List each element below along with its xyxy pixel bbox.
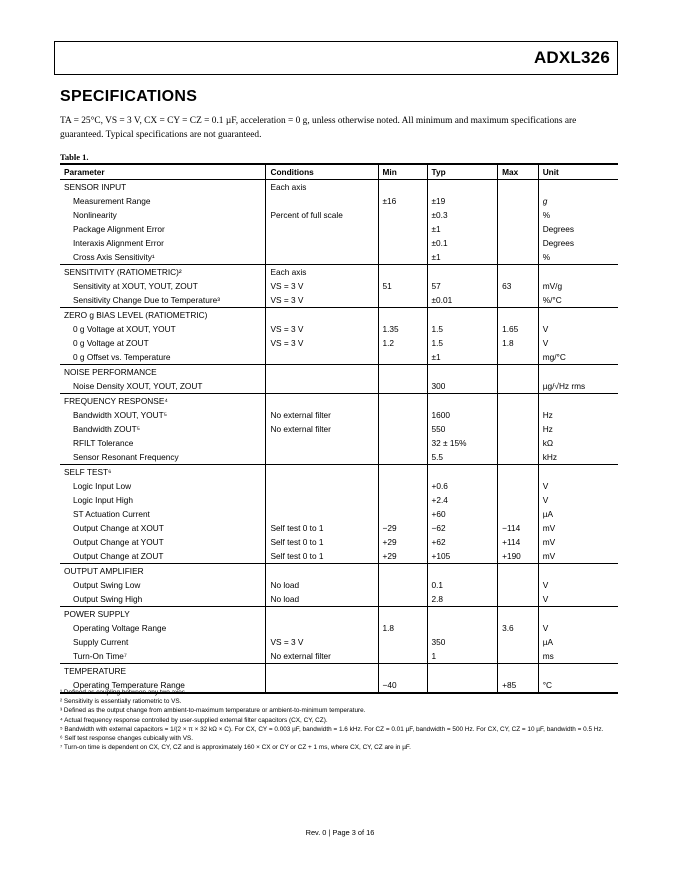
cell-max	[498, 408, 539, 422]
cell-unit	[538, 365, 618, 380]
cell-unit: g	[542, 196, 548, 206]
table-group-row	[60, 664, 618, 679]
cell-unit	[538, 664, 618, 679]
header-unit: Unit	[538, 164, 618, 180]
cell-min	[378, 479, 427, 493]
cell-unit: V	[542, 495, 549, 505]
cell-conditions: VS = 3 V	[266, 322, 378, 336]
footnote: ⁶ Self test response changes cubically with VS.	[60, 735, 193, 743]
cell-conditions: Each axis	[266, 265, 378, 280]
cell-min	[378, 236, 427, 250]
cell-min	[378, 379, 427, 394]
cell-typ	[427, 308, 498, 323]
cell-max: 1.8	[498, 336, 539, 350]
cell-conditions: No external filter	[266, 422, 378, 436]
cell-parameter: ZERO g BIAS LEVEL (RATIOMETRIC)	[60, 308, 266, 323]
cell-typ: +0.6	[427, 479, 498, 493]
table-group-row	[60, 308, 618, 323]
cell-conditions: No load	[266, 578, 378, 592]
table-row	[60, 279, 618, 293]
cell-min	[378, 507, 427, 521]
cell-min: −29	[378, 521, 427, 535]
intro-paragraph: TA = 25°C, VS = 3 V, CX = CY = CZ = 0.1 µF, acceleration = 0 g, unless otherwise noted. All minimum and maximum specifications are guaranteed. Typical specifications are not guaranteed.	[60, 116, 577, 140]
cell-min	[378, 465, 427, 480]
table-group-row	[60, 394, 618, 409]
cell-typ	[427, 564, 498, 579]
cell-parameter: Output Swing Low	[60, 578, 266, 592]
cell-typ: ±1	[427, 250, 498, 265]
footnotes	[60, 688, 628, 752]
cell-typ: 550	[427, 422, 498, 436]
footnote: ⁵ Bandwidth with external capacitors = 1/(2 × π × 32 kΩ × C). For CX, CY = 0.003 µF, bandwidth = 1.6 kHz. For CZ = 0.01 µF, bandwidth = 500 Hz. For CX, CY, CZ = 10 µF, bandwidth = 0.5 Hz.	[60, 725, 604, 733]
cell-max	[498, 208, 539, 222]
page-header	[54, 41, 618, 75]
cell-max: +85	[498, 678, 539, 693]
cell-conditions	[266, 308, 378, 323]
cell-parameter: Sensitivity Change Due to Temperature³	[60, 293, 266, 308]
cell-conditions	[266, 365, 378, 380]
cell-min: 1.35	[378, 322, 427, 336]
cell-min	[378, 180, 427, 195]
table-row	[60, 408, 618, 422]
specifications-table	[60, 163, 618, 694]
cell-min	[378, 493, 427, 507]
table-row	[60, 379, 618, 394]
cell-typ: ±1	[427, 222, 498, 236]
cell-min	[378, 308, 427, 323]
footnote: ³ Defined as the output change from ambient-to-maximum temperature or ambient-to-minimum temperature.	[60, 707, 366, 715]
cell-min	[378, 564, 427, 579]
cell-max: 3.6	[498, 621, 539, 635]
cell-parameter: Operating Temperature Range	[60, 678, 266, 693]
cell-min: 1.8	[378, 621, 427, 635]
cell-unit	[538, 564, 618, 579]
cell-conditions: Self test 0 to 1	[266, 535, 378, 549]
cell-parameter: NOISE PERFORMANCE	[60, 365, 266, 380]
cell-unit	[538, 394, 618, 409]
cell-min	[378, 592, 427, 607]
header-typ: Typ	[427, 164, 498, 180]
cell-conditions: Each axis	[266, 180, 378, 195]
cell-min	[378, 450, 427, 465]
table-row	[60, 621, 618, 635]
cell-typ: 1.5	[427, 322, 498, 336]
cell-conditions	[266, 450, 378, 465]
table-row	[60, 479, 618, 493]
table-row	[60, 507, 618, 521]
cell-conditions: No load	[266, 592, 378, 607]
cell-conditions	[266, 222, 378, 236]
cell-parameter: Sensor Resonant Frequency	[60, 450, 266, 465]
cell-conditions: Self test 0 to 1	[266, 521, 378, 535]
cell-parameter: Noise Density XOUT, YOUT, ZOUT	[60, 379, 266, 394]
cell-conditions	[266, 664, 378, 679]
cell-unit: %/°C	[542, 295, 562, 305]
table-row	[60, 250, 618, 265]
cell-typ	[427, 621, 498, 635]
cell-parameter: RFILT Tolerance	[60, 436, 266, 450]
cell-min	[378, 408, 427, 422]
header-parameter: Parameter	[60, 164, 266, 180]
cell-parameter: 0 g Offset vs. Temperature	[60, 350, 266, 365]
cell-max	[498, 180, 539, 195]
cell-min	[378, 265, 427, 280]
cell-conditions: VS = 3 V	[266, 279, 378, 293]
cell-parameter: Logic Input High	[60, 493, 266, 507]
cell-parameter: Output Change at ZOUT	[60, 549, 266, 564]
cell-parameter: POWER SUPPLY	[60, 607, 266, 622]
cell-typ	[427, 365, 498, 380]
cell-min	[378, 394, 427, 409]
table-row	[60, 635, 618, 649]
table-group-row	[60, 365, 618, 380]
cell-typ	[427, 465, 498, 480]
table-body	[60, 180, 618, 694]
cell-parameter: Output Change at XOUT	[60, 521, 266, 535]
cell-unit: V	[542, 594, 549, 604]
cell-typ: 2.8	[427, 592, 498, 607]
cell-typ: 5.5	[427, 450, 498, 465]
cell-conditions: VS = 3 V	[266, 635, 378, 649]
cell-parameter: SENSOR INPUT	[60, 180, 266, 195]
cell-max	[498, 592, 539, 607]
cell-parameter: Bandwidth ZOUT⁵	[60, 422, 266, 436]
cell-min	[378, 222, 427, 236]
cell-typ: 1.5	[427, 336, 498, 350]
table-row	[60, 322, 618, 336]
cell-unit: V	[542, 338, 549, 348]
cell-conditions: VS = 3 V	[266, 336, 378, 350]
cell-conditions: No external filter	[266, 649, 378, 664]
cell-unit: µA	[542, 637, 554, 647]
cell-unit: mV	[542, 537, 556, 547]
table-row	[60, 222, 618, 236]
cell-max	[498, 250, 539, 265]
cell-conditions: Self test 0 to 1	[266, 549, 378, 564]
cell-unit	[538, 465, 618, 480]
cell-parameter: Supply Current	[60, 635, 266, 649]
cell-parameter: 0 g Voltage at ZOUT	[60, 336, 266, 350]
cell-max: +190	[498, 549, 539, 564]
cell-min	[378, 635, 427, 649]
cell-max	[498, 394, 539, 409]
cell-min	[378, 578, 427, 592]
cell-typ: +105	[427, 549, 498, 564]
cell-typ: +62	[427, 535, 498, 549]
cell-unit: mV/g	[542, 281, 563, 291]
cell-conditions	[266, 564, 378, 579]
cell-unit: Degrees	[542, 238, 575, 248]
cell-unit: kΩ	[542, 438, 554, 448]
cell-parameter: OUTPUT AMPLIFIER	[60, 564, 266, 579]
cell-unit: kHz	[542, 452, 557, 462]
cell-max	[498, 507, 539, 521]
cell-parameter: SENSITIVITY (RATIOMETRIC)²	[60, 265, 266, 280]
cell-parameter: ST Actuation Current	[60, 507, 266, 521]
cell-unit: mV	[542, 523, 556, 533]
cell-conditions	[266, 507, 378, 521]
header-conditions: Conditions	[266, 164, 378, 180]
cell-typ: 1600	[427, 408, 498, 422]
cell-unit	[538, 180, 618, 195]
table-row	[60, 422, 618, 436]
cell-parameter: Turn-On Time⁷	[60, 649, 266, 664]
table-row	[60, 535, 618, 549]
table-group-row	[60, 465, 618, 480]
cell-max	[498, 308, 539, 323]
cell-max	[498, 293, 539, 308]
cell-unit: µg/√Hz rms	[542, 381, 586, 391]
cell-parameter: Sensitivity at XOUT, YOUT, ZOUT	[60, 279, 266, 293]
cell-unit: Hz	[542, 410, 553, 420]
table-row	[60, 236, 618, 250]
table-row	[60, 521, 618, 535]
cell-parameter: Interaxis Alignment Error	[60, 236, 266, 250]
cell-parameter: 0 g Voltage at XOUT, YOUT	[60, 322, 266, 336]
cell-unit: mV	[542, 551, 556, 561]
cell-max	[498, 236, 539, 250]
cell-parameter: TEMPERATURE	[60, 664, 266, 679]
cell-parameter: Output Change at YOUT	[60, 535, 266, 549]
table-row	[60, 549, 618, 564]
cell-conditions	[266, 379, 378, 394]
table-row	[60, 649, 618, 664]
cell-max	[498, 607, 539, 622]
cell-typ: 57	[427, 279, 498, 293]
cell-unit	[538, 265, 618, 280]
footnote: ² Sensitivity is essentially ratiometric to VS.	[60, 698, 182, 706]
cell-unit: µA	[542, 509, 554, 519]
cell-max	[498, 664, 539, 679]
header-min: Min	[378, 164, 427, 180]
cell-min	[378, 436, 427, 450]
table-row	[60, 194, 618, 208]
cell-typ: 32 ± 15%	[427, 436, 498, 450]
cell-typ: ±0.01	[427, 293, 498, 308]
cell-max	[498, 635, 539, 649]
cell-max: 1.65	[498, 322, 539, 336]
cell-max: −114	[498, 521, 539, 535]
footnote: ¹ Defined as coupling between any two axes.	[60, 689, 187, 696]
cell-conditions	[266, 194, 378, 208]
cell-unit	[538, 308, 618, 323]
header-max: Max	[498, 164, 539, 180]
cell-parameter: Output Swing High	[60, 592, 266, 607]
footnote: ⁷ Turn-on time is dependent on CX, CY, CZ and is approximately 160 × CX or CY or CZ + 1 ms, where CX, CY, CZ are in µF.	[60, 744, 411, 752]
cell-conditions	[266, 250, 378, 265]
cell-min: 51	[378, 279, 427, 293]
cell-unit: %	[542, 252, 551, 262]
cell-typ: ±1	[427, 350, 498, 365]
cell-conditions	[266, 607, 378, 622]
cell-conditions: VS = 3 V	[266, 293, 378, 308]
cell-unit: V	[542, 623, 549, 633]
cell-typ	[427, 394, 498, 409]
cell-parameter: FREQUENCY RESPONSE⁴	[60, 394, 266, 409]
cell-parameter: Measurement Range	[60, 194, 266, 208]
cell-max	[498, 578, 539, 592]
cell-min	[378, 649, 427, 664]
table-row	[60, 350, 618, 365]
cell-min: 1.2	[378, 336, 427, 350]
cell-max	[498, 649, 539, 664]
cell-typ: ±19	[427, 194, 498, 208]
cell-unit: V	[542, 481, 549, 491]
cell-parameter: Nonlinearity	[60, 208, 266, 222]
table-group-row	[60, 564, 618, 579]
cell-conditions	[266, 436, 378, 450]
cell-max	[498, 450, 539, 465]
cell-max: +114	[498, 535, 539, 549]
cell-unit: mg/°C	[542, 352, 566, 362]
cell-unit: V	[542, 580, 549, 590]
cell-typ: −62	[427, 521, 498, 535]
cell-max	[498, 564, 539, 579]
cell-typ	[427, 265, 498, 280]
cell-parameter: Operating Voltage Range	[60, 621, 266, 635]
cell-min	[378, 664, 427, 679]
cell-min	[378, 607, 427, 622]
cell-parameter: Package Alignment Error	[60, 222, 266, 236]
cell-max: 63	[498, 279, 539, 293]
cell-typ	[427, 607, 498, 622]
cell-typ: 1	[427, 649, 498, 664]
cell-typ: 0.1	[427, 578, 498, 592]
table-row	[60, 578, 618, 592]
cell-min: +29	[378, 535, 427, 549]
cell-max	[498, 493, 539, 507]
cell-typ: +60	[427, 507, 498, 521]
cell-max	[498, 194, 539, 208]
footnote: ⁴ Actual frequency response controlled by user-supplied external filter capacitors (CX, CY, CZ).	[60, 716, 328, 724]
table-row	[60, 336, 618, 350]
table-row	[60, 293, 618, 308]
cell-max	[498, 365, 539, 380]
cell-conditions	[266, 236, 378, 250]
cell-conditions	[266, 493, 378, 507]
cell-unit: V	[542, 324, 549, 334]
table-row	[60, 208, 618, 222]
cell-parameter: Logic Input Low	[60, 479, 266, 493]
table-row	[60, 493, 618, 507]
cell-typ	[427, 664, 498, 679]
cell-max	[498, 479, 539, 493]
cell-max	[498, 350, 539, 365]
cell-min	[378, 365, 427, 380]
table-row	[60, 450, 618, 465]
cell-conditions: Percent of full scale	[266, 208, 378, 222]
cell-min	[378, 350, 427, 365]
cell-min: ±16	[378, 194, 427, 208]
cell-typ	[427, 180, 498, 195]
cell-typ: 300	[427, 379, 498, 394]
table-row	[60, 592, 618, 607]
part-number: ADXL326	[533, 48, 610, 67]
cell-unit: ms	[542, 651, 554, 661]
table-row	[60, 436, 618, 450]
cell-min	[378, 422, 427, 436]
cell-parameter: Bandwidth XOUT, YOUT⁵	[60, 408, 266, 422]
cell-conditions: No external filter	[266, 408, 378, 422]
cell-parameter: SELF TEST⁶	[60, 465, 266, 480]
cell-max	[498, 265, 539, 280]
cell-max	[498, 379, 539, 394]
cell-max	[498, 436, 539, 450]
table-header-row	[60, 164, 618, 180]
cell-unit: %	[542, 210, 551, 220]
cell-conditions	[266, 394, 378, 409]
table-group-row	[60, 607, 618, 622]
cell-max	[498, 222, 539, 236]
cell-max	[498, 422, 539, 436]
table-caption: Table 1.	[60, 152, 89, 162]
cell-min: −40	[378, 678, 427, 693]
cell-unit: °C	[538, 678, 618, 693]
cell-unit	[538, 607, 618, 622]
cell-conditions	[266, 621, 378, 635]
cell-max	[498, 465, 539, 480]
cell-conditions	[266, 465, 378, 480]
cell-conditions	[266, 479, 378, 493]
cell-min	[378, 208, 427, 222]
cell-typ: 350	[427, 635, 498, 649]
cell-min	[378, 293, 427, 308]
cell-conditions	[266, 350, 378, 365]
cell-min: +29	[378, 549, 427, 564]
page-footer: Rev. 0 | Page 3 of 16	[305, 828, 375, 837]
cell-typ: +2.4	[427, 493, 498, 507]
table-group-row	[60, 180, 618, 195]
cell-unit: Degrees	[542, 224, 575, 234]
cell-typ: ±0.1	[427, 236, 498, 250]
section-title: SPECIFICATIONS	[60, 88, 198, 105]
cell-min	[378, 250, 427, 265]
cell-unit: Hz	[542, 424, 553, 434]
cell-typ: ±0.3	[427, 208, 498, 222]
cell-parameter: Cross Axis Sensitivity¹	[60, 250, 266, 265]
table-group-row	[60, 265, 618, 280]
